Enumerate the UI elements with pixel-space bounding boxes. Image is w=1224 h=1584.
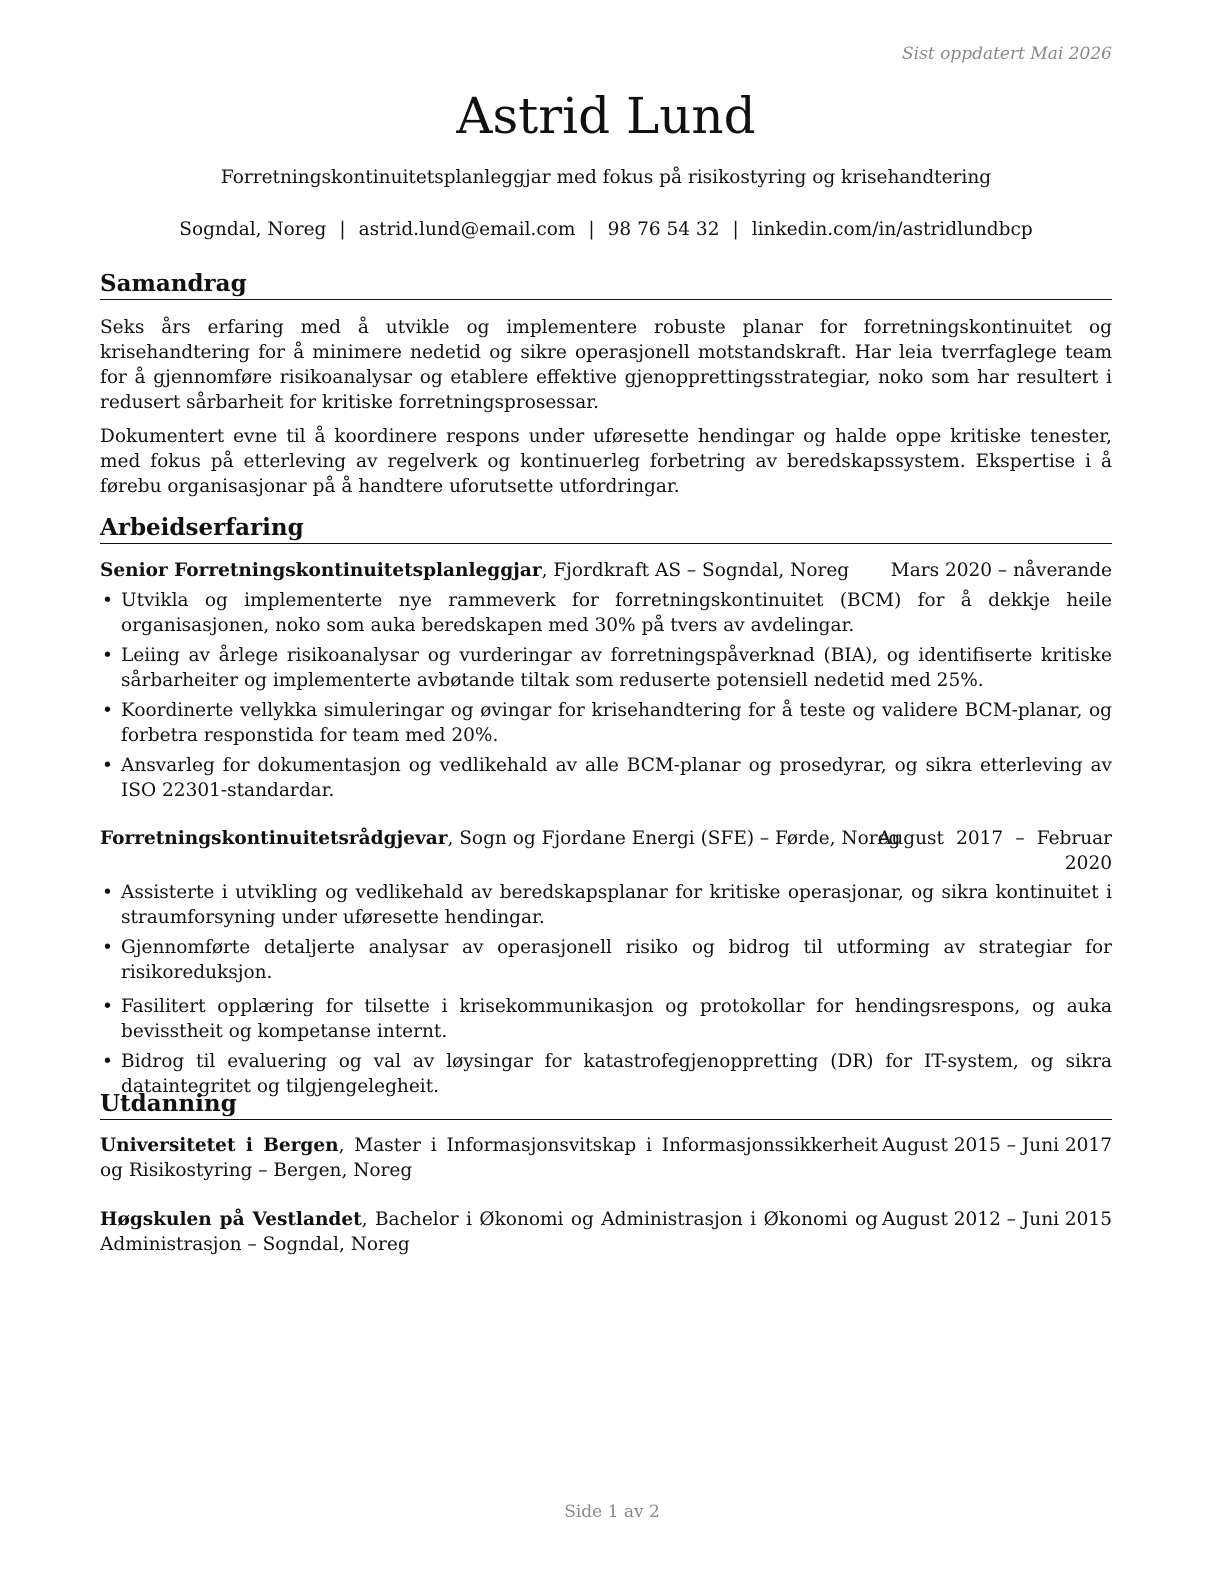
contact-separator: |: [588, 219, 595, 240]
section-heading-summary: Samandrag: [100, 270, 1112, 300]
job-header: [100, 826, 1112, 874]
job-date-line: August 2017 – Februar: [878, 828, 1112, 849]
job-employer: , Sogn og Fjordane Energi (SFE) – Førde, Noreg: [447, 828, 901, 849]
contact-separator: |: [732, 219, 739, 240]
contact-email[interactable]: astrid.lund@email.com: [358, 219, 576, 240]
tagline: Forretningskontinuitetsplanleggjar med fokus på risikostyring og krisehandtering: [220, 167, 992, 188]
last-updated: Sist oppdatert Mai 2026: [902, 44, 1112, 64]
job-date: Mars 2020 – nåverande: [890, 560, 1112, 581]
job-title: Forretningskontinuitetsrådgjevar: [100, 828, 448, 849]
education-entry: [100, 1133, 1112, 1183]
summary-paragraph: Dokumentert evne til å koordinere respons under uføresette hendingar og halde oppe kritiske tenester, med fokus på etterleving av regelverk og kontinuerleg forbetring av beredskapssystem. Ekspertise i å førebu organisasjonar på å handtere uforutsette utfordringar.: [100, 426, 1112, 497]
contact-phone: 98 76 54 32: [607, 219, 720, 240]
school-name: Universitetet i Bergen: [100, 1135, 339, 1156]
job-bullet: • Ansvarleg for dokumentasjon og vedlikehald av alle BCM-planar og prosedyrar, og sikra etterleving av ISO 22301-standardar.: [100, 753, 1112, 803]
contact-linkedin[interactable]: linkedin.com/in/astridlundbcp: [751, 219, 1033, 240]
section-heading-experience: Arbeidserfaring: [100, 514, 1112, 544]
job-bullet: • Koordinerte vellykka simuleringar og øvingar for krisehandtering for å teste og validere BCM-planar, og forbetra responstida for team med 20%.: [100, 698, 1112, 748]
contact-location: Sogndal, Noreg: [179, 219, 327, 240]
job-bullet: • Utvikla og implementerte nye rammeverk for forretningskontinuitet (BCM) for å dekkje heile organisasjonen, noko som auka beredskapen med 30% på tvers av avdelingar.: [100, 588, 1112, 638]
section-heading-education: Utdanning: [100, 1090, 1112, 1120]
candidate-name: Astrid Lund: [456, 87, 756, 145]
education-date: August 2012 – Juni 2015: [881, 1209, 1112, 1230]
page-number: Side 1 av 2: [564, 1502, 660, 1522]
job-date: [878, 826, 1112, 876]
job-bullets: [100, 880, 1112, 1104]
job-bullet: • Gjennomførte detaljerte analysar av operasjonell risiko og bidrog til utforming av strategiar for risikoreduksjon.: [100, 935, 1112, 985]
school-name: Høgskulen på Vestlandet: [100, 1209, 362, 1230]
job-employer: , Fjordkraft AS – Sogndal, Noreg: [541, 560, 850, 581]
job-title: Senior Forretningskontinuitetsplanleggjar: [100, 560, 542, 581]
summary-paragraph: Seks års erfaring med å utvikle og implementere robuste planar for forretningskontinuitet og krisehandtering for å minimere nedetid og sikre operasjonell motstandskraft. Har leia tverrfaglege team for å gjennomføre risikoanalysar og etablere effektive gjenopprettingsstrategiar, noko som har resultert i redusert sårbarheit for kritiske forretningsprosessar.: [100, 317, 1112, 413]
job-bullet: • Assisterte i utvikling og vedlikehald av beredskapsplanar for kritiske operasjonar, og sikra kontinuitet i straumforsyning under uføresette hendingar.: [100, 880, 1112, 930]
education-date: August 2015 – Juni 2017: [881, 1135, 1112, 1156]
education-entry: [100, 1207, 1112, 1257]
contact-separator: |: [339, 219, 346, 240]
job-bullet: • Fasilitert opplæring for tilsette i krisekommunikasjon og protokollar for hendingsrespons, og auka bevisstheit og kompetanse internt.: [100, 994, 1112, 1044]
degree-detail: , Bachelor i Økonomi og Administrasjon i Økonomi og Administrasjon – Sogndal, Noreg: [100, 1209, 878, 1255]
job-bullets: [100, 588, 1112, 808]
job-header: [100, 558, 1112, 583]
job-bullet: • Leiing av årlege risikoanalysar og vurderingar av forretningspåverknad (BIA), og identifiserte kritiske sårbarheiter og implementerte avbøtande tiltak som reduserte potensiell nedetid med 25%.: [100, 643, 1112, 693]
contact-line: [100, 219, 1112, 240]
job-date-line: 2020: [1064, 853, 1112, 874]
degree-detail: , Master i Informasjonsvitskap i Informasjonssikkerheit og Risikostyring – Bergen, Noreg: [100, 1135, 878, 1181]
job-bullet: • Bidrog til evaluering og val av løysingar for katastrofegjenoppretting (DR) for IT-system, og sikra dataintegritet og tilgjengelegheit.: [100, 1049, 1112, 1099]
